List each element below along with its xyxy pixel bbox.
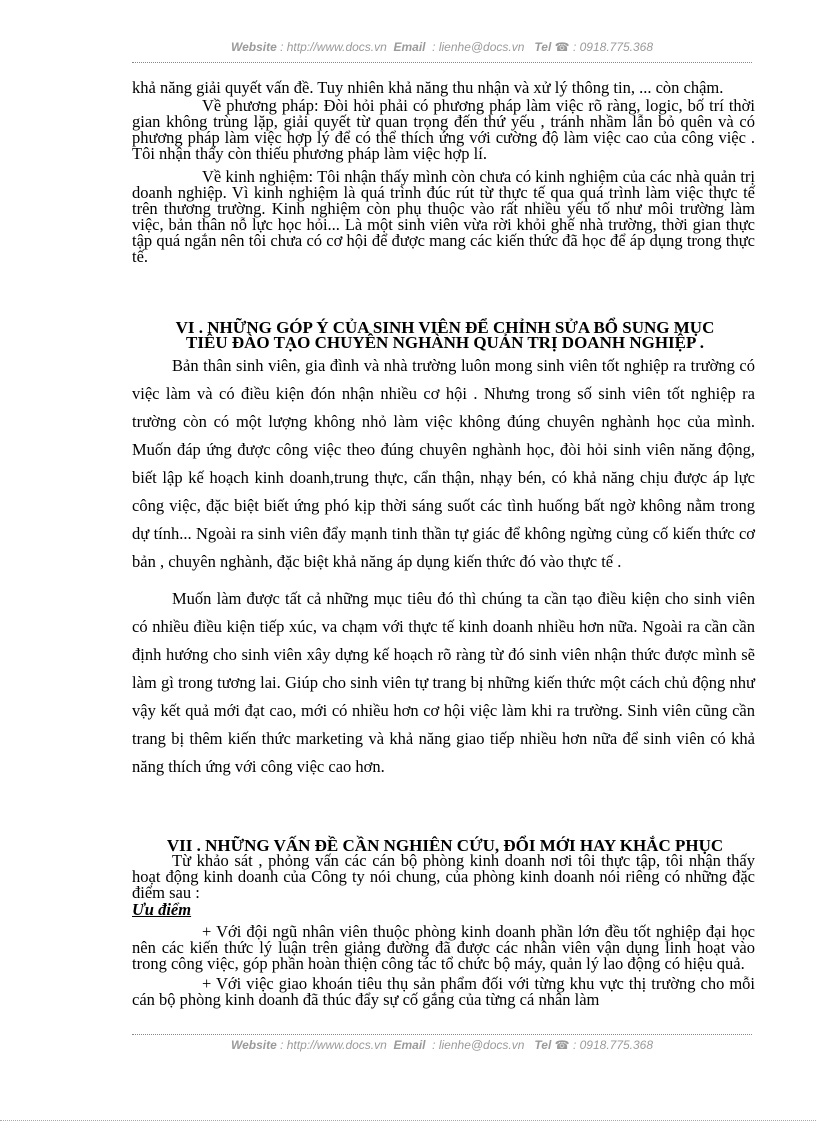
paragraph-advantage-2: + Với việc giao khoán tiêu thụ sản phẩm đối với từng khu vực thị trường cho mỗi cán bộ phòng kinh doanh đã thúc đẩy sự cố gắng của từng cá nhân làm	[132, 974, 755, 1009]
section-vi-heading-line1: VI . NHỮNG GÓP Ý CỦA SINH VIÊN ĐỂ CHỈNH SỬA BỔ SUNG MỤC	[175, 318, 715, 337]
header-email-link[interactable]: : lienhe@docs.vn	[432, 40, 525, 54]
page-header	[132, 40, 752, 54]
paragraph-method: Về phương pháp: Đòi hỏi phải có phương pháp làm việc rõ ràng, logic, bố trí thời gian không trùng lặp, giải quyết từ quan trọng đến thứ yếu , tránh nhầm lẫn bỏ quên và có phương pháp làm việc hợp lý để có thể thích ứng với cường độ làm việc cao của công việc . Tôi nhận thấy còn thiếu phương pháp làm việc hợp lí.	[132, 96, 755, 163]
paragraph-experience: Về kinh nghiệm: Tôi nhận thấy mình còn chưa có kinh nghiệm của các nhà quản trị doanh nghiệp. Vì kinh nghiệm là quá trình đúc rút từ thực tế qua quá trình làm việc thực tế trên thương trường. Kinh nghiệm còn phụ thuộc vào rất nhiều yếu tố như môi trường làm việc, bản thân nỗ lực học hỏi... Là một sinh viên vừa rời khỏi ghế nhà trường, thời gian thực tập quá ngắn nên tôi chưa có cơ hội để được mang các kiến thức đã học để áp dụng trong thực tế.	[132, 167, 755, 266]
page-footer	[132, 1038, 752, 1052]
footer-website-label: Website	[230, 1038, 277, 1052]
header-tel-label: Tel	[534, 40, 552, 54]
footer-divider	[132, 1034, 752, 1035]
paragraph-1: khả năng giải quyết vấn đề. Tuy nhiên khả năng thu nhận và xử lý thông tin, ... còn chậm.	[132, 78, 724, 97]
footer-tel-value: ☎ : 0918.775.368	[554, 1038, 654, 1052]
section-vi-heading-line2: TIÊU ĐÀO TẠO CHUYÊN NGHÀNH QUẢN TRỊ DOANH NGHIỆP .	[186, 333, 704, 352]
header-divider	[132, 62, 752, 63]
paragraph-advantage-1: + Với đội ngũ nhân viên thuộc phòng kinh doanh phần lớn đều tốt nghiệp đại học nên các kiến thức lý luận trên giảng đường đã được các nhân viên vận dụng linh hoạt vào trong công việc, góp phần hoàn thiện công tác tổ chức bộ máy, quản lý lao động có hiệu quả.	[132, 922, 755, 973]
section-vii-text	[132, 853, 755, 1008]
header-email-label: Email	[393, 40, 426, 54]
header-website-link[interactable]: : http://www.docs.vn	[280, 40, 387, 54]
paragraph-students: Bản thân sinh viên, gia đình và nhà trường luôn mong sinh viên tốt nghiệp ra trường có việc làm và có điều kiện đón nhận nhiều cơ hội . Nhưng trong số sinh viên tốt nghiệp ra trường còn có một lượng không nhỏ làm việc không đúng chuyên nghành học của mình. Muốn đáp ứng được công việc theo đúng chuyên nghành học, đòi hỏi sinh viên năng động, biết lập kế hoạch kinh doanh,trung thực, cẩn thận, nhạy bén, có khả năng chịu được áp lực công việc, đặc biệt biết ứng phó kịp thời sáng suốt các tình huống bất ngờ không nằm trong dự tính... Ngoài ra sinh viên đẩy mạnh tinh thần tự giác để không ngừng củng cố kiến thức cơ bản , chuyên nghành, đặc biệt khả năng áp dụng kiến thức đó vào thực tế .	[132, 356, 755, 571]
section-vi-heading	[150, 320, 740, 350]
footer-website-link[interactable]: : http://www.docs.vn	[280, 1038, 387, 1052]
advantages-heading: Ưu điểm	[132, 900, 192, 919]
section-v-text	[132, 80, 755, 265]
section-vii-heading: VII . NHỮNG VẤN ĐỀ CẦN NGHIÊN CỨU, ĐỔI MỚI HAY KHẮC PHỤC	[166, 836, 724, 855]
header-tel-value: ☎ : 0918.775.368	[554, 40, 654, 54]
page-bottom-edge	[0, 1120, 816, 1121]
paragraph-survey: Từ khảo sát , phỏng vấn các cán bộ phòng kinh doanh nơi tôi thực tập, tôi nhận thấy hoạt động kinh doanh của Công ty nói chung, của phòng kinh doanh nói riêng có những đặc điểm sau :	[132, 851, 755, 902]
footer-email-link[interactable]: : lienhe@docs.vn	[432, 1038, 525, 1052]
section-vi-text	[132, 352, 755, 781]
footer-tel-label: Tel	[534, 1038, 552, 1052]
paragraph-goals: Muốn làm được tất cả những mục tiêu đó thì chúng ta cần tạo điều kiện cho sinh viên có nhiều điều kiện tiếp xúc, va chạm với thực tế kinh doanh nhiều hơn nữa. Ngoài ra cần cần định hướng cho sinh viên xây dựng kế hoạch rõ ràng từ đó sinh viên nhận thức được mình sẽ làm gì trong tương lai. Giúp cho sinh viên tự trang bị những kiến thức một cách chủ động như vậy kết quả mới đạt cao, mới có nhiều hơn cơ hội việc làm khi ra trường. Sinh viên cũng cần trang bị thêm kiến thức marketing và khả năng giao tiếp nhiều hơn nữa để sinh viên có khả năng thích ứng với công việc cao hơn.	[132, 589, 755, 776]
header-website-label: Website	[230, 40, 277, 54]
footer-email-label: Email	[393, 1038, 426, 1052]
